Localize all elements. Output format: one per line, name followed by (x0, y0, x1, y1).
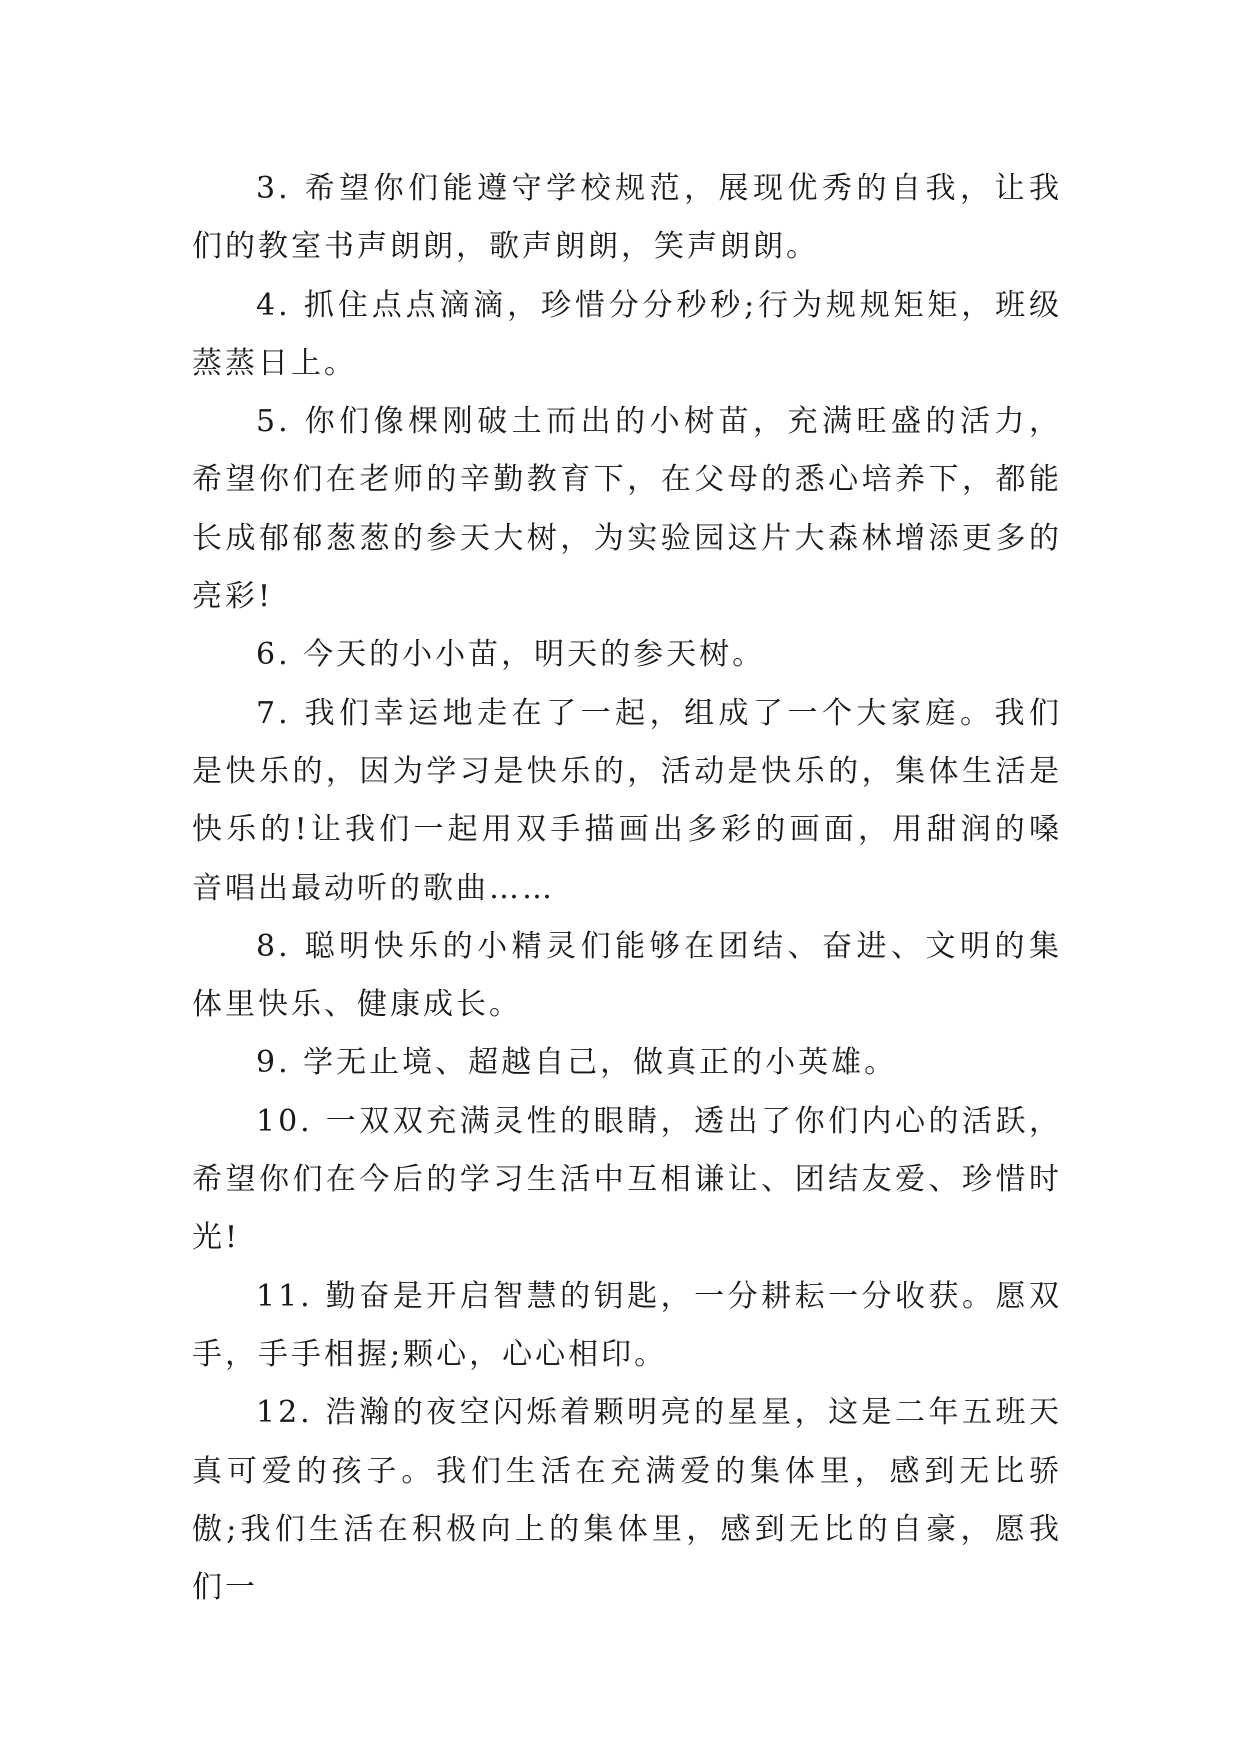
paragraph-9: 9. 学无止境、超越自己，做真正的小英雄。 (256, 1045, 898, 1081)
paragraph-10: 10. 一双双充满灵性的眼睛，透出了你们内心的活跃，希望你们在今后的学习生活中互相谦让、团结友爱、珍惜时光! (192, 1103, 1062, 1256)
paragraph-5: 5. 你们像棵刚破土而出的小树苗，充满旺盛的活力，希望你们在老师的辛勤教育下，在父母的悉心培养下，都能长成郁郁葱葱的参天大树，为实验园这片大森林增添更多的亮彩! (192, 404, 1062, 615)
paragraph-11: 11. 勤奋是开启智慧的钥匙，一分耕耘一分收获。愿双手，手手相握;颗心，心心相印。 (192, 1278, 1062, 1372)
document-body (192, 160, 1062, 1617)
paragraph-12: 12. 浩瀚的夜空闪烁着颗明亮的星星，这是二年五班天真可爱的孩子。我们生活在充满爱的集体里，感到无比骄傲;我们生活在积极向上的集体里，感到无比的自豪，愿我们一 (192, 1395, 1062, 1606)
paragraph-4: 4. 抓住点点滴滴，珍惜分分秒秒;行为规规矩矩，班级蒸蒸日上。 (192, 287, 1062, 381)
paragraph-3: 3. 希望你们能遵守学校规范，展现优秀的自我，让我们的教室书声朗朗，歌声朗朗，笑声朗朗。 (192, 171, 1062, 265)
paragraph-7: 7. 我们幸运地走在了一起，组成了一个大家庭。我们是快乐的，因为学习是快乐的，活动是快乐的，集体生活是快乐的!让我们一起用双手描画出多彩的画面，用甜润的嗓音唱出最动听的歌曲…… (192, 695, 1062, 906)
paragraph-8: 8. 聪明快乐的小精灵们能够在团结、奋进、文明的集体里快乐、健康成长。 (192, 928, 1062, 1023)
paragraph-6: 6. 今天的小小苗，明天的参天树。 (256, 637, 766, 673)
